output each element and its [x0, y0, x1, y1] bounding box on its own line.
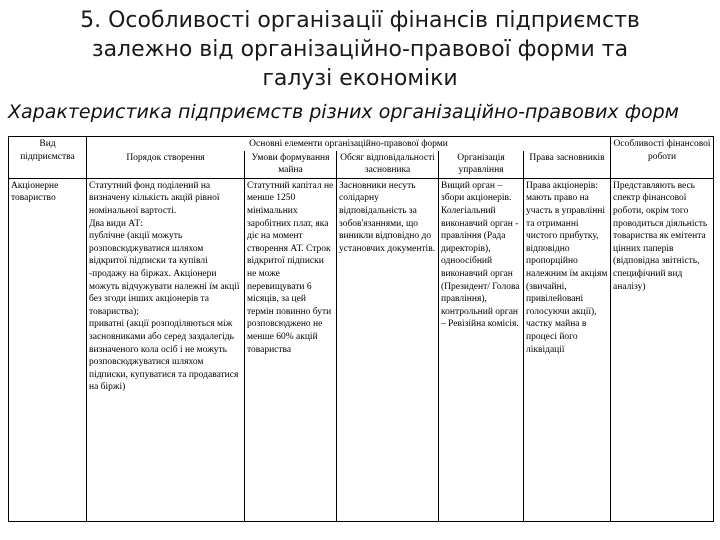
cell-osoblyvosti: Представляють весь спектр фінансової роботи, окрім того проводиться діяльність товариства як емітента цінних паперів (відповідна звітність, специфічний вид аналізу) — [611, 178, 714, 521]
header-umovy: Умови формування майна — [245, 151, 337, 179]
header-prava: Права засновників — [524, 151, 611, 179]
slide-subtitle: Характеристика підприємств різних організаційно-правових форм — [8, 101, 679, 123]
cell-umovy: Статутний капітал не менше 1250 мінімальних заробітних плат, яка діє на момент створення АТ. Строк відкритої підписки не може перевищувати 6 місяців, за цей термін повинно бути розповсюджено не менше 60% акцій товариства — [245, 178, 337, 521]
header-vyd: Вид підприємства — [9, 137, 87, 179]
table-row — [9, 178, 714, 521]
title-line-3: галузі економіки — [262, 66, 458, 91]
cell-obsiah: Засновники несуть солідарну відповідальність за зобов'язаннями, що виникли відповідно до установчих документів. — [337, 178, 439, 521]
header-orhanizatsiia: Організація управління — [439, 151, 524, 179]
cell-poriadok: Статутний фонд поділений на визначену кількість акцій рівної номінальної вартості. Два види АТ: публічне (акції можуть розповсюджуватися шляхом відкритої підписки та купівлі -продажу на біржах. Акціонери можуть відчужувати належні їм акції без згоди інших акціонерів та товариства); приватні (акції розподіляються між засновниками або серед заздалегідь визначеного кола осіб і не можуть розповсюджуватися шляхом підписки, купуватися та продаватися на біржі) — [87, 178, 245, 521]
header-group: Основні елементи організаційно-правової форми — [87, 137, 611, 151]
title-line-2: залежно від організаційно-правової форми та — [91, 37, 629, 62]
enterprise-table — [8, 136, 714, 522]
title-line-1: 5. Особливості організації фінансів підприємств — [80, 8, 640, 33]
cell-prava: Права акціонерів: мають право на участь в управлінні та отриманні чистого прибутку, відповідно пропорційно належним їм акціям (звичайні, привілейовані голосуючи акції), частку майна в процесі його ліквідації — [524, 178, 611, 521]
header-row-1 — [9, 137, 714, 151]
cell-vyd: Акціонерне товариство — [9, 178, 87, 521]
header-osoblyvosti: Особливості фінансової роботи — [611, 137, 714, 179]
header-poriadok: Порядок створення — [87, 151, 245, 179]
cell-orhanizatsiia: Вищий орган – збори акціонерів. Колегіальний виконавчий орган - правління (Рада директорів), одноосібний виконавчий орган (Президент/ Голова правління), контрольний орган – Ревізійна комісія. — [439, 178, 524, 521]
header-obsiah: Обсяг відповідальності засновника — [337, 151, 439, 179]
header-row-2 — [9, 151, 714, 179]
slide-title — [0, 6, 720, 93]
